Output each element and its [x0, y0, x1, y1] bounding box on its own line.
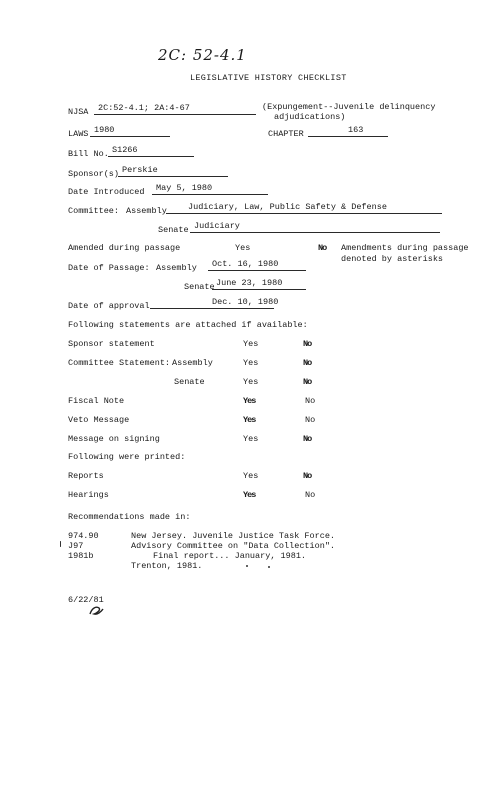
following-attached-heading: Following statements are attached if available: — [68, 320, 308, 330]
scan-speck — [60, 541, 61, 547]
laws-value: 1980 — [90, 126, 170, 137]
committee-statement-senate-yes: Yes — [243, 377, 259, 387]
amended-yes: Yes — [235, 243, 251, 253]
hearings-no: No — [305, 490, 316, 500]
committee-senate-label: Senate — [158, 225, 189, 235]
hearings-label: Hearings — [68, 490, 109, 500]
citation-line-1: New Jersey. Juvenile Justice Task Force. — [131, 531, 336, 541]
committee-statement-assembly-no: No — [303, 358, 312, 368]
committee-assembly-label: Assembly — [126, 206, 167, 216]
committee-statement-senate: Senate — [174, 377, 205, 387]
fiscal-note-no: No — [305, 396, 316, 406]
approval-label: Date of approval — [68, 301, 150, 311]
scan-speck — [246, 565, 248, 567]
signing-message-yes: Yes — [243, 434, 259, 444]
committee-label: Committee: — [68, 206, 120, 216]
committee-statement-assembly: Assembly — [172, 358, 213, 368]
date-introduced-value: May 5, 1980 — [152, 184, 268, 195]
njsa-value: 2C:52-4.1; 2A:4-67 — [94, 104, 256, 115]
amended-label: Amended during passage — [68, 243, 181, 253]
committee-senate-value: Judiciary — [190, 222, 440, 233]
approval-value: Dec. 10, 1980 — [150, 298, 274, 309]
sponsor-label: Sponsor(s) — [68, 169, 120, 179]
committee-statement-label: Committee Statement: — [68, 358, 171, 368]
passage-assembly-label: Assembly — [156, 263, 197, 273]
veto-message-no: No — [305, 415, 316, 425]
fiscal-note-label: Fiscal Note — [68, 396, 125, 406]
following-printed-heading: Following were printed: — [68, 452, 186, 462]
passage-label: Date of Passage: — [68, 263, 150, 273]
sponsor-statement-label: Sponsor statement — [68, 339, 155, 349]
passage-senate-label: Senate — [184, 282, 215, 292]
handwritten-initials-mark — [88, 604, 106, 618]
committee-statement-assembly-yes: Yes — [243, 358, 259, 368]
veto-message-yes: Yes — [243, 415, 256, 425]
veto-message-label: Veto Message — [68, 415, 130, 425]
recommendations-heading: Recommendations made in: — [68, 512, 191, 522]
fiscal-note-yes: Yes — [243, 396, 256, 406]
passage-senate-value: June 23, 1980 — [212, 279, 306, 290]
sponsor-value: Perskie — [118, 166, 228, 177]
call-number-2: J97 — [68, 541, 84, 551]
citation-line-2: Advisory Committee on "Data Collection". — [131, 541, 336, 551]
call-number-3: 1981b — [68, 551, 94, 561]
sponsor-statement-no: No — [303, 339, 312, 349]
njsa-note-1: (Expungement--Juvenile delinquency — [262, 102, 436, 112]
amended-note-1: Amendments during passage — [341, 243, 469, 253]
laws-label: LAWS — [68, 129, 89, 139]
reports-yes: Yes — [243, 471, 259, 481]
page-title: LEGISLATIVE HISTORY CHECKLIST — [190, 73, 347, 83]
footer-date: 6/22/81 — [68, 595, 104, 605]
hearings-yes: Yes — [243, 490, 256, 500]
signing-message-label: Message on signing — [68, 434, 160, 444]
amended-note-2: denoted by asterisks — [341, 254, 444, 264]
bill-label: Bill No. — [68, 149, 109, 159]
date-introduced-label: Date Introduced — [68, 187, 145, 197]
njsa-label: NJSA — [68, 107, 89, 117]
committee-assembly-value: Judiciary, Law, Public Safety & Defense — [166, 203, 442, 214]
committee-statement-senate-no: No — [303, 377, 312, 387]
njsa-note-2: adjudications) — [274, 112, 346, 122]
scan-speck — [268, 566, 270, 568]
reports-label: Reports — [68, 471, 104, 481]
chapter-value: 163 — [308, 126, 388, 137]
amended-no: No — [318, 243, 327, 253]
citation-line-3: Final report... January, 1981. — [153, 551, 307, 561]
citation-line-4: Trenton, 1981. — [131, 561, 203, 571]
reports-no: No — [303, 471, 312, 481]
call-number-1: 974.90 — [68, 531, 99, 541]
signing-message-no: No — [303, 434, 312, 444]
passage-assembly-value: Oct. 16, 1980 — [208, 260, 306, 271]
chapter-label: CHAPTER — [268, 129, 304, 139]
handwritten-citation: 2C: 52-4.1 — [158, 46, 247, 64]
sponsor-statement-yes: Yes — [243, 339, 259, 349]
bill-value: S1266 — [108, 146, 194, 157]
